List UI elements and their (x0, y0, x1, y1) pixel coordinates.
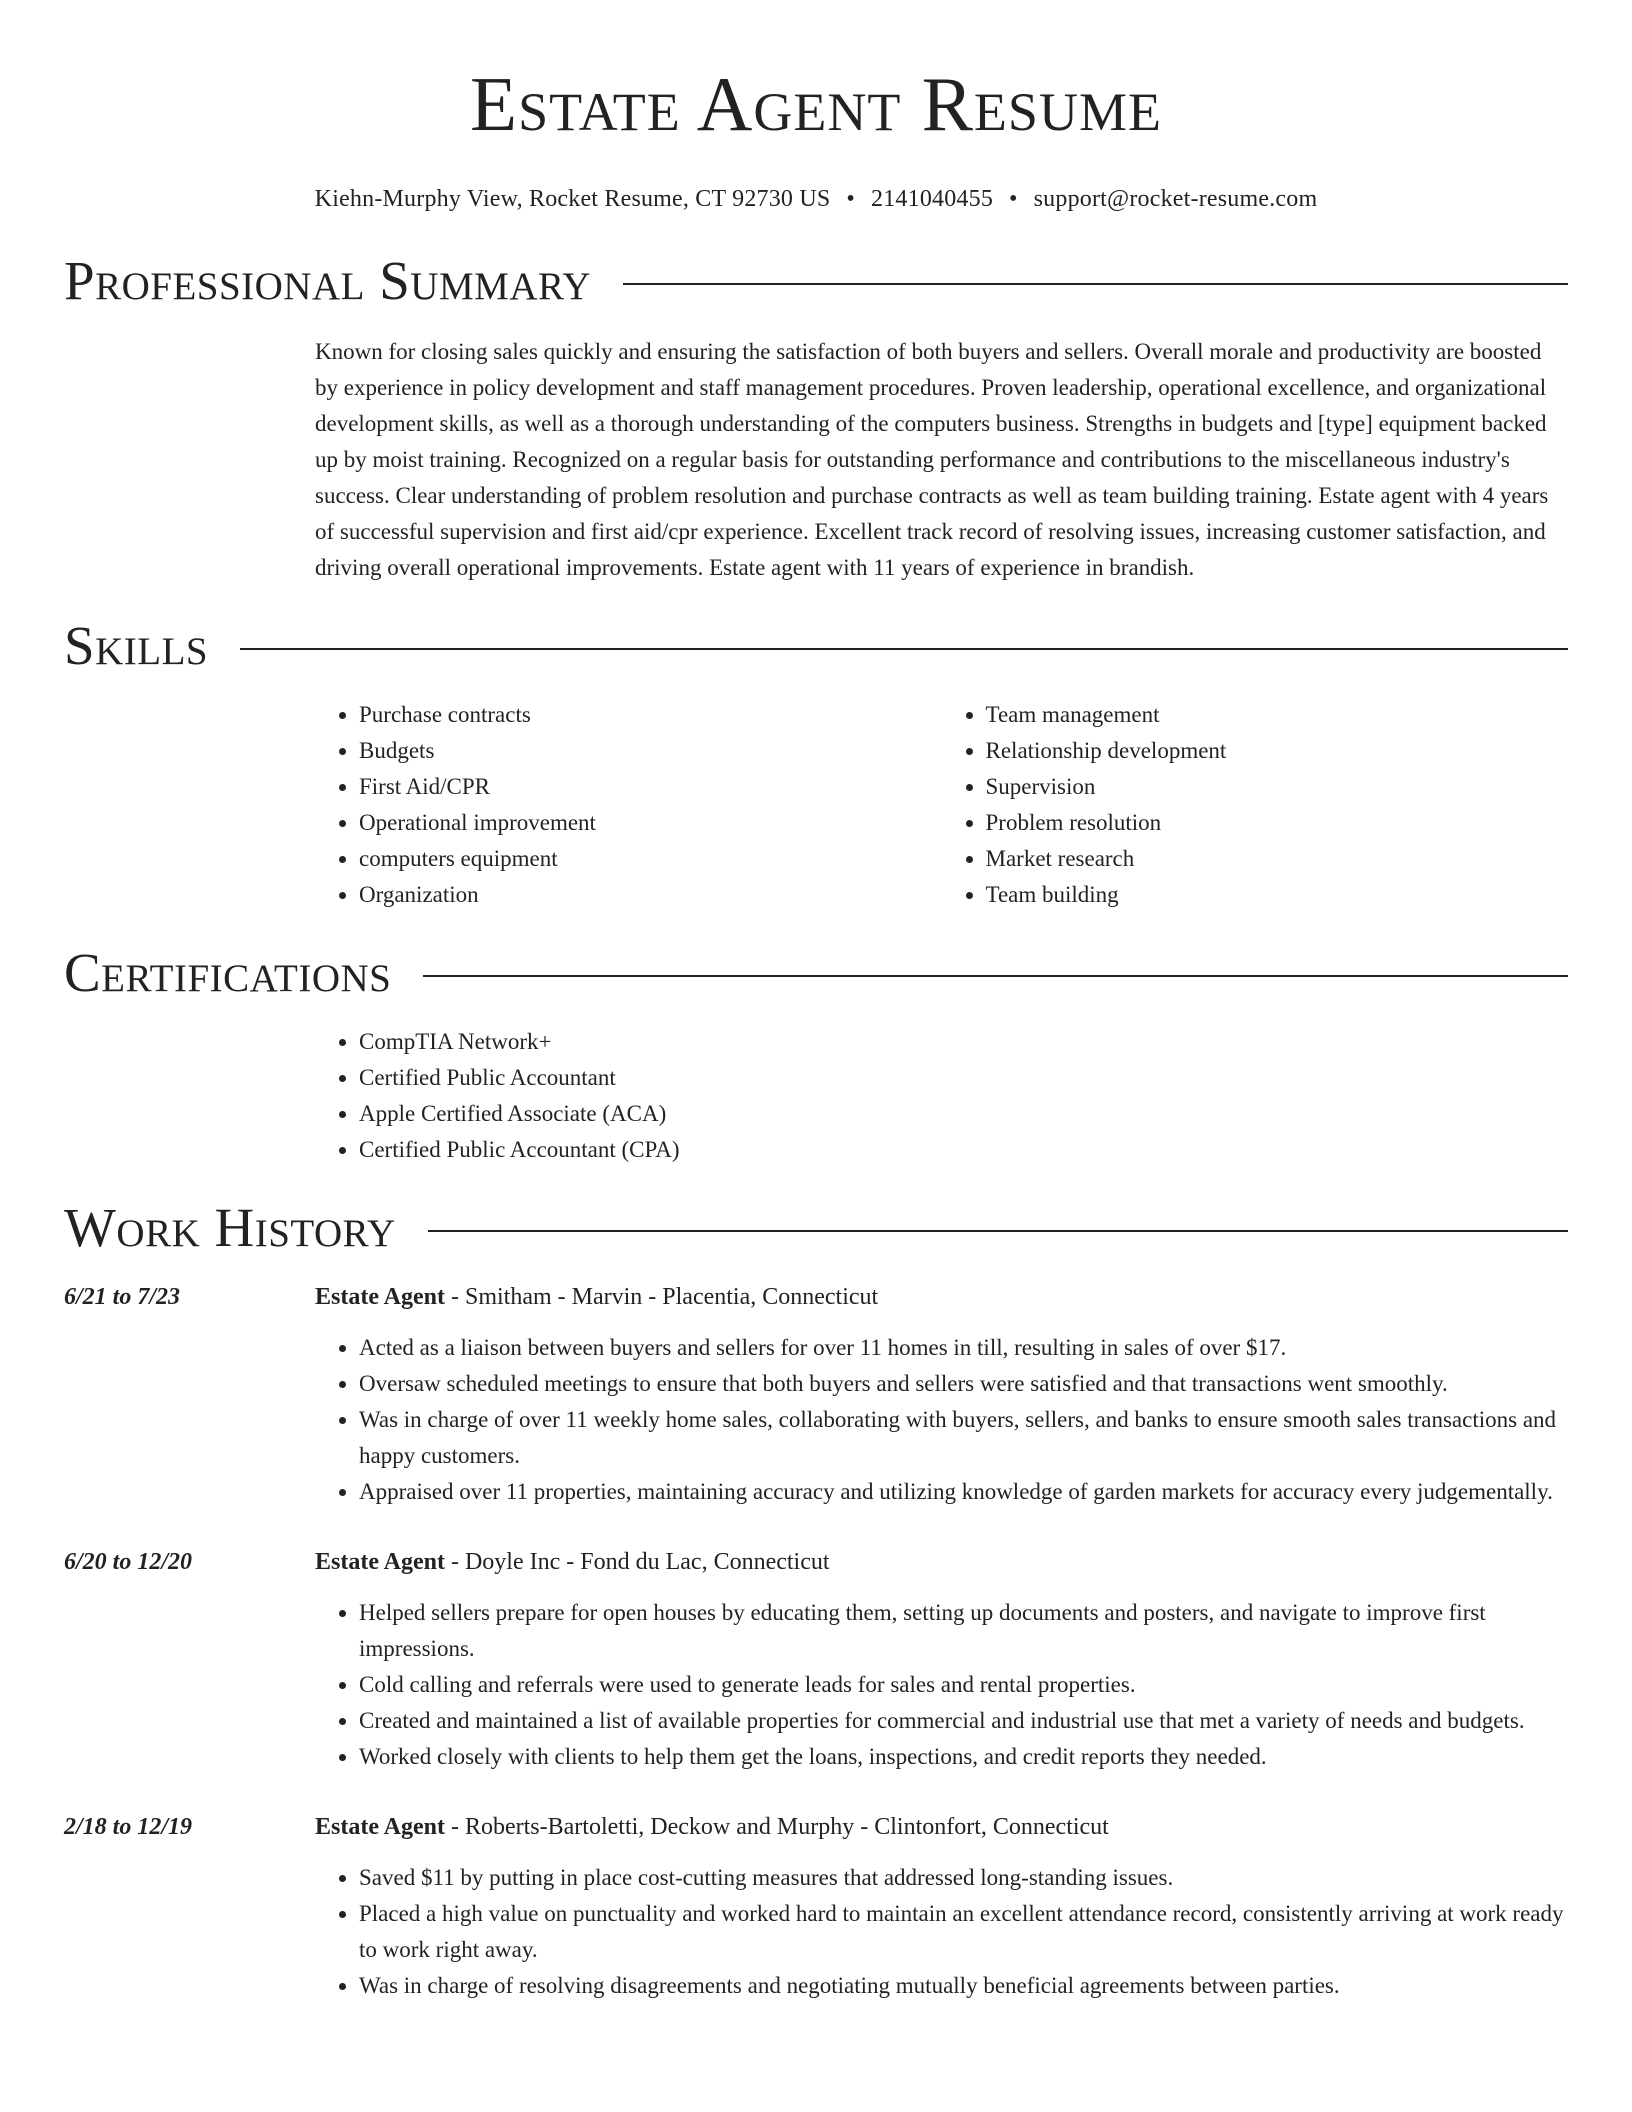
contact-address: Kiehn-Murphy View, Rocket Resume, CT 92730 US (314, 186, 831, 212)
job-bullet: • Helped sellers prepare for open houses by educating them, setting up documents and posters, and navigate to improve first impressions. (359, 1595, 1568, 1667)
job-dates: 2/18 to 12/19 (64, 1814, 193, 1840)
skill-item: • Problem resolution (986, 805, 1569, 841)
section-heading (64, 938, 1568, 1008)
job-header (315, 1544, 1568, 1580)
skill-item: • Market research (986, 841, 1569, 877)
job-bullet: • Acted as a liaison between buyers and sellers for over 11 homes in till, resulting in sales of over $17. (359, 1330, 1568, 1366)
job-bullets (315, 1595, 1568, 1775)
job-employer: - Roberts-Bartoletti, Deckow and Murphy - Clintonfort, Connecticut (444, 1814, 1109, 1840)
certification-item: • CompTIA Network+ (359, 1024, 1568, 1060)
job-bullet: • Saved $11 by putting in place cost-cutting measures that addressed long-standing issues. (359, 1860, 1568, 1896)
job-bullet: • Was in charge of over 11 weekly home sales, collaborating with buyers, sellers, and banks to ensure smooth sales transactions and happy customers. (359, 1402, 1568, 1474)
contact-phone: 2141040455 (871, 186, 994, 212)
skill-item: • Team building (986, 877, 1569, 913)
job-header (315, 1279, 1568, 1315)
job-title: Estate Agent (315, 1814, 445, 1840)
job-bullet: • Cold calling and referrals were used to generate leads for sales and rental properties. (359, 1667, 1568, 1703)
certification-item: • Apple Certified Associate (ACA) (359, 1096, 1568, 1132)
certifications-heading: Certifications (64, 942, 392, 1003)
contact-email: support@rocket-resume.com (1033, 186, 1318, 212)
section-divider (240, 648, 1568, 650)
work-history-heading: Work History (64, 1197, 396, 1258)
job-bullet: • Worked closely with clients to help them get the loans, inspections, and credit reports they needed. (359, 1739, 1568, 1775)
job-bullets (315, 1330, 1568, 1510)
skill-item: • First Aid/CPR (359, 769, 942, 805)
job-header (315, 1809, 1568, 1845)
section-heading (64, 246, 1568, 316)
summary-section (64, 246, 1568, 586)
skills-column-right (942, 697, 1569, 913)
contact-separator: • (846, 186, 856, 212)
job-title: Estate Agent (315, 1284, 445, 1310)
skills-section (64, 611, 1568, 913)
summary-text: Known for closing sales quickly and ensuring the satisfaction of both buyers and sellers. Overall morale and productivity are boosted by experience in policy development and staff management procedures. Proven leadership, operational excellence, and organizational development skills, as well as a thorough understanding of the computers business. Strengths in budgets and [type] equipment backed up by moist training. Recognized on a regular basis for outstanding performance and contributions to the miscellaneous industry's success. Clear understanding of problem resolution and purchase contracts as well as team building training. Estate agent with 4 years of successful supervision and first aid/cpr experience. Excellent track record of resolving issues, increasing customer satisfaction, and driving overall operational improvements. Estate agent with 11 years of experience in brandish. (315, 339, 1549, 580)
skill-item: • Team management (986, 697, 1569, 733)
section-divider (423, 975, 1568, 977)
section-heading (64, 1193, 1568, 1263)
job-entry (64, 1544, 1568, 1775)
certifications-list (315, 1024, 1568, 1168)
skill-item: • Relationship development (986, 733, 1569, 769)
job-employer: - Smitham - Marvin - Placentia, Connecticut (444, 1284, 879, 1310)
contact-separator: • (1009, 186, 1018, 212)
job-bullet: • Oversaw scheduled meetings to ensure that both buyers and sellers were satisfied and that transactions went smoothly. (359, 1366, 1568, 1402)
skill-item: • Operational improvement (359, 805, 942, 841)
job-entry (64, 1809, 1568, 2004)
section-divider (428, 1230, 1568, 1232)
work-history-section (64, 1193, 1568, 2004)
skill-item: • Supervision (986, 769, 1569, 805)
skills-heading: Skills (64, 615, 209, 676)
skill-item: • Purchase contracts (359, 697, 942, 733)
job-bullet: • Placed a high value on punctuality and worked hard to maintain an excellent attendance record, consistently arriving at work ready to work right away. (359, 1896, 1568, 1968)
summary-heading: Professional Summary (64, 250, 592, 311)
skill-item: • Budgets (359, 733, 942, 769)
job-employer: - Doyle Inc - Fond du Lac, Connecticut (444, 1549, 830, 1575)
job-dates: 6/20 to 12/20 (64, 1549, 193, 1575)
job-bullet: • Appraised over 11 properties, maintaining accuracy and utilizing knowledge of garden markets for accuracy every judgementally. (359, 1474, 1568, 1510)
job-bullet: • Created and maintained a list of available properties for commercial and industrial use that met a variety of needs and budgets. (359, 1703, 1568, 1739)
section-heading (64, 611, 1568, 681)
certification-item: • Certified Public Accountant (359, 1060, 1568, 1096)
job-content (315, 1544, 1568, 1775)
job-bullets (315, 1860, 1568, 2004)
section-divider (623, 283, 1568, 285)
contact-line (64, 184, 1568, 214)
certification-item: • Certified Public Accountant (CPA) (359, 1132, 1568, 1168)
job-title: Estate Agent (315, 1549, 445, 1575)
skills-column-left (315, 697, 942, 913)
certifications-section (64, 938, 1568, 1168)
job-entry (64, 1279, 1568, 1510)
document-title: Estate Agent Resume (470, 61, 1162, 147)
job-content (315, 1809, 1568, 2004)
job-dates: 6/21 to 7/23 (64, 1284, 181, 1310)
skills-list (315, 697, 1568, 913)
skill-item: • Organization (359, 877, 942, 913)
job-content (315, 1279, 1568, 1510)
job-bullet: • Was in charge of resolving disagreements and negotiating mutually beneficial agreements between parties. (359, 1968, 1568, 2004)
skill-item: • computers equipment (359, 841, 942, 877)
